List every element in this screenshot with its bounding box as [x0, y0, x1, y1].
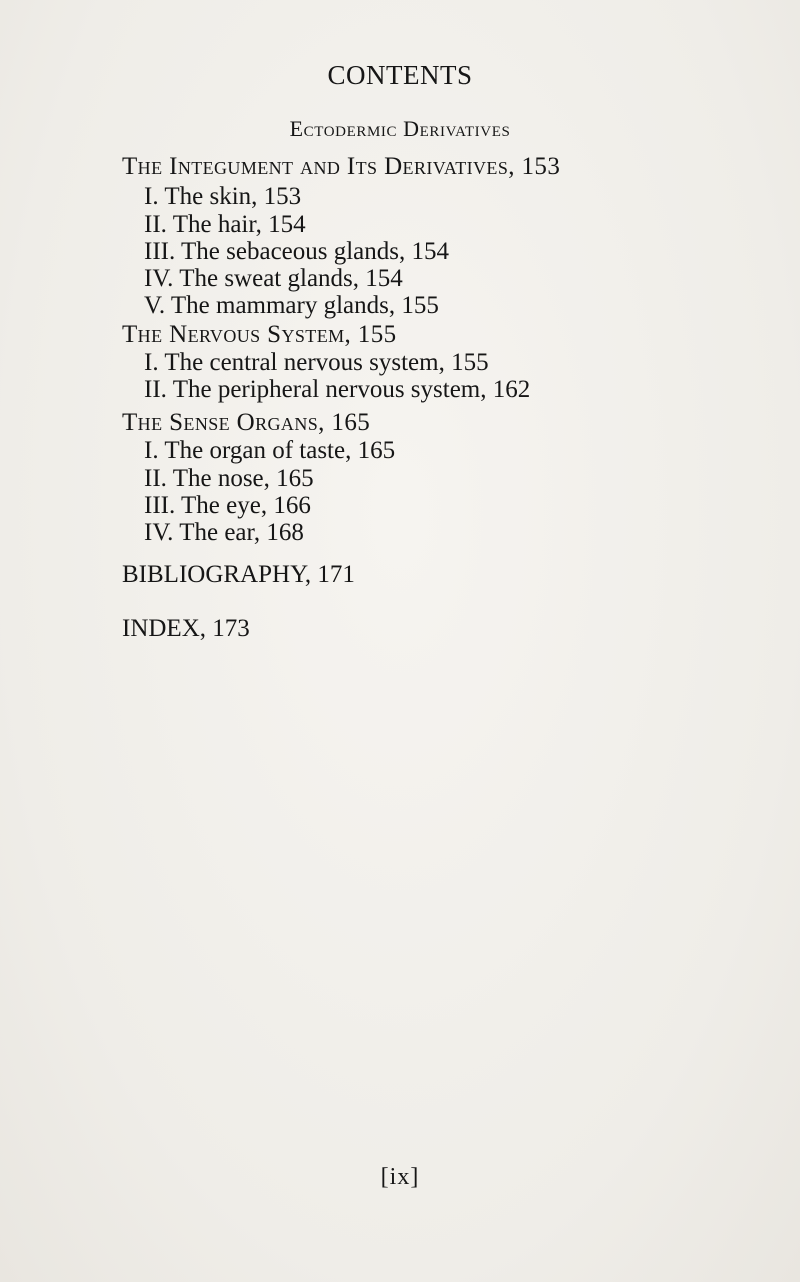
toc-bibliography: BIBLIOGRAPHY, 171 — [122, 561, 355, 588]
toc-item: I. The central nervous system, 155 — [144, 349, 489, 376]
page-title: CONTENTS — [327, 60, 473, 90]
toc-group-title-nervous-system: The Nervous System, 155 — [122, 321, 397, 348]
toc-item: II. The nose, 165 — [144, 465, 314, 492]
toc-item: III. The sebaceous glands, 154 — [144, 238, 450, 265]
page-number-text: [ix] — [380, 1164, 420, 1190]
toc-item: II. The hair, 154 — [144, 211, 306, 238]
toc-index: INDEX, 173 — [122, 615, 250, 642]
toc-group-title-sense-organs: The Sense Organs, 165 — [122, 409, 371, 436]
toc-item: IV. The ear, 168 — [144, 519, 304, 546]
toc-item: III. The eye, 166 — [144, 492, 311, 519]
toc-item: II. The peripheral nervous system, 162 — [144, 376, 531, 403]
page-number — [0, 1164, 800, 1191]
toc-item: I. The skin, 153 — [144, 183, 302, 210]
toc-item: V. The mammary glands, 155 — [144, 292, 439, 319]
toc-group-title-integument: The Integument and Its Derivatives, 153 — [122, 153, 561, 180]
toc-item: IV. The sweat glands, 154 — [144, 265, 403, 292]
toc-item: I. The organ of taste, 165 — [144, 437, 396, 464]
section-heading: Ectodermic Derivatives — [289, 116, 511, 141]
